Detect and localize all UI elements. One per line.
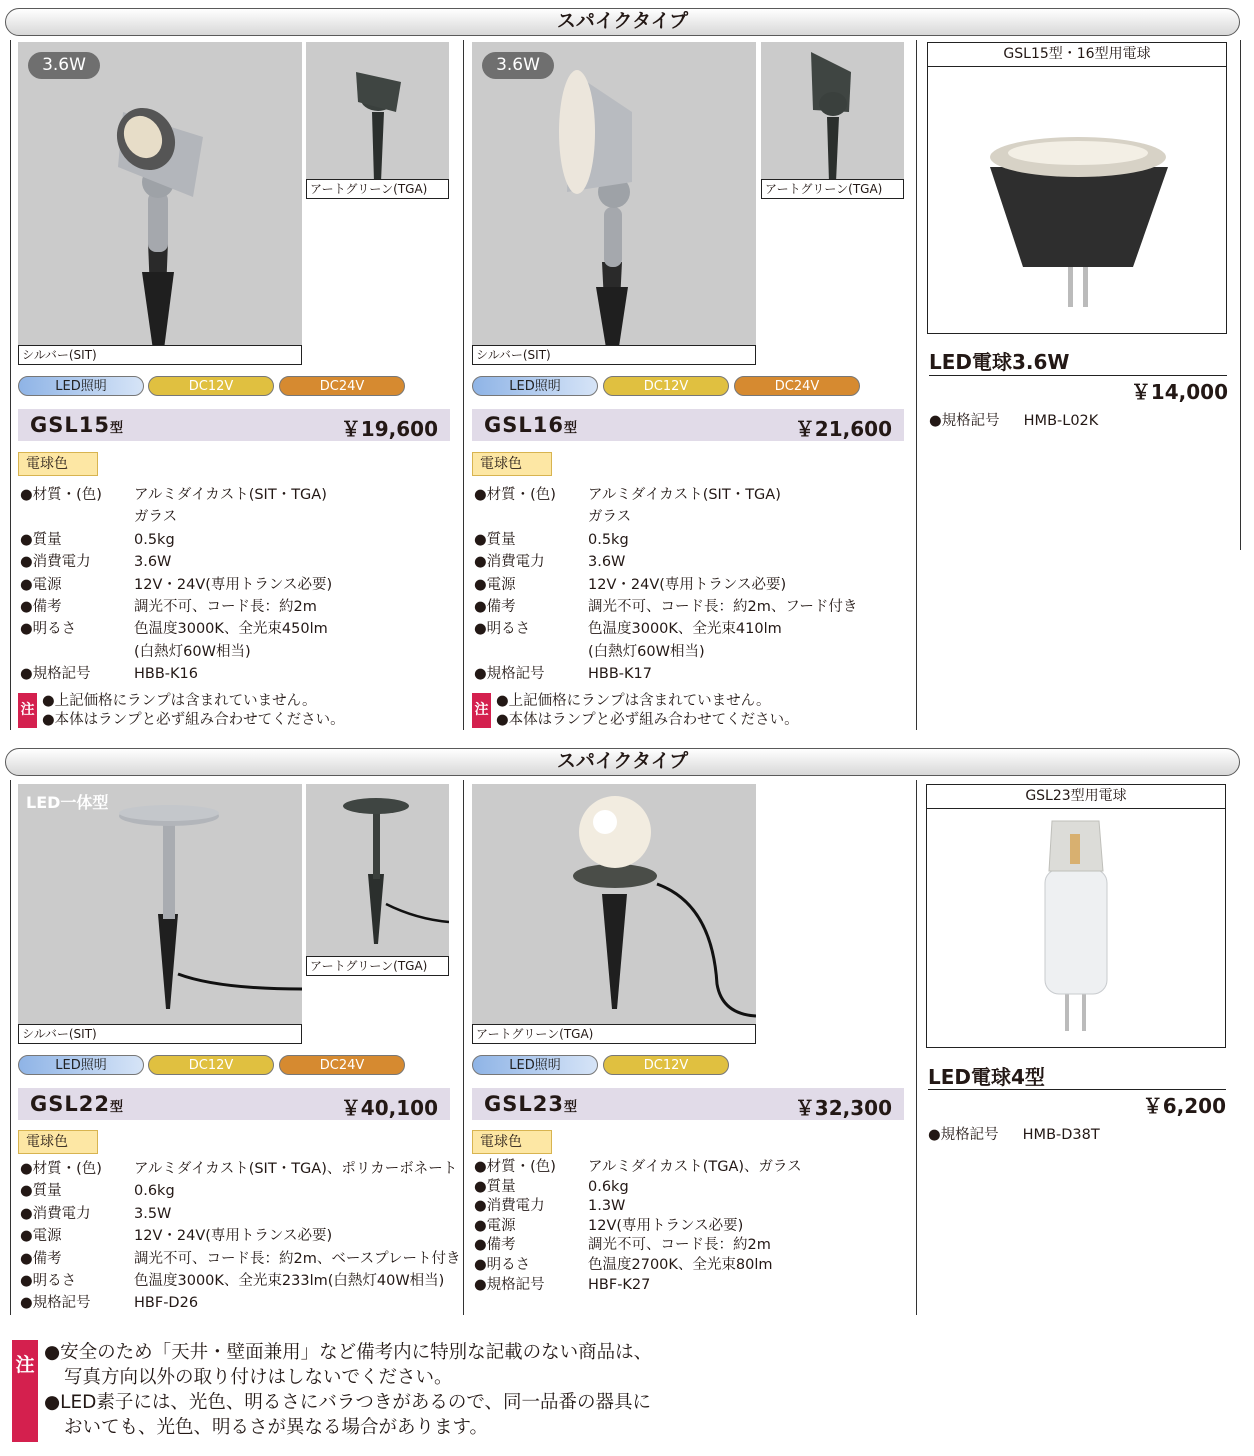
- product-photo: [472, 42, 756, 365]
- bulb-name: LED電球3.6W: [929, 350, 1070, 374]
- lamp-note: 注 ●上記価格にランプは含まれていません。 ●本体はランプと必ず組み合わせてください。: [472, 692, 912, 729]
- spec-list: ●材質・(色) アルミダイカスト(TGA)、ガラス ●質量 0.6kg ●消費電力 1.3W ●電源 12V(専用トランス必要) ●備考 調光不可、コード長：約2m ●明るさ 色温度2700K、全光束80lm ●規格記号 HBF-K27: [474, 1159, 802, 1293]
- led-badge: LED照明: [472, 1055, 598, 1075]
- lamp-note: 注 ●上記価格にランプは含まれていません。 ●本体はランプと必ず組み合わせてください。: [18, 692, 458, 729]
- model-name: GSL23型: [484, 1092, 578, 1116]
- color-caption-tga: アートグリーン(TGA): [306, 179, 449, 199]
- bulb-name: LED電球4型: [928, 1065, 1045, 1089]
- spike-light-tga-illustration: [761, 42, 904, 182]
- spec-list: ●材質・(色) アルミダイカスト(SIT・TGA) ガラス ●質量 0.5kg ●消費電力 3.6W ●電源 12V・24V(専用トランス必要) ●備考 調光不可、コード長：約2m、フード付き ●明るさ 色温度3000K、全光束410lm (白熱灯60W相当) ●規格記号 HBB-K17: [474, 487, 858, 683]
- bulb-code: ●規格記号 HMB-L02K: [929, 413, 1099, 429]
- led-badge: LED照明: [472, 376, 598, 396]
- spike-light-illustration: [472, 42, 756, 365]
- product-photo-tga: [306, 42, 449, 199]
- product-photo-tga: [306, 784, 449, 976]
- dc12v-badge: DC12V: [603, 1055, 729, 1075]
- model-name: GSL16型: [484, 413, 578, 437]
- color-temp-tag: 電球色: [18, 452, 98, 476]
- product-photo: [18, 784, 302, 1044]
- section-header: スパイクタイプ: [5, 8, 1240, 36]
- dc24v-badge: DC24V: [734, 376, 860, 396]
- dc12v-badge: DC12V: [603, 376, 729, 396]
- model-bar: [472, 1088, 904, 1120]
- model-price: ￥21,600: [794, 417, 892, 441]
- color-caption-tga: アートグリーン(TGA): [761, 179, 904, 199]
- model-price: ￥40,100: [340, 1096, 438, 1120]
- color-caption: シルバー(SIT): [18, 345, 302, 365]
- led-integrated-badge: LED一体型: [26, 793, 109, 812]
- bulb-photo-box: [926, 784, 1226, 1048]
- dc24v-badge: DC24V: [279, 376, 405, 396]
- disc-light-tga-illustration: [306, 784, 449, 956]
- safety-note-text: ●安全のため「天井・壁面兼用」など備考内に特別な記載のない商品は、 写真方向以外の取り付けはしないでください。 ●LED素子には、光色、明るさにバラつきがあるので、同一品番の器具に おいても、光色、明るさが異なる場合があります。: [44, 1342, 653, 1438]
- color-caption: シルバー(SIT): [18, 1024, 302, 1044]
- color-caption: アートグリーン(TGA): [472, 1024, 756, 1044]
- disc-light-illustration: [18, 784, 302, 1024]
- product-photo: [18, 42, 302, 365]
- model-name: GSL15型: [30, 413, 124, 437]
- note-badge: 注: [472, 693, 491, 728]
- color-caption: シルバー(SIT): [472, 345, 756, 365]
- color-caption-tga: アートグリーン(TGA): [306, 956, 449, 976]
- product-photo-tga: [761, 42, 904, 199]
- spike-light-tga-illustration: [306, 42, 449, 182]
- spec-list: ●材質・(色) アルミダイカスト(SIT・TGA) ガラス ●質量 0.5kg ●消費電力 3.6W ●電源 12V・24V(専用トランス必要) ●備考 調光不可、コード長：約2m ●明るさ 色温度3000K、全光束450lm (白熱灯60W相当) ●規格記号 HBB-K16: [20, 487, 333, 683]
- model-price: ￥32,300: [794, 1096, 892, 1120]
- model-bar: [18, 1088, 450, 1120]
- g4-bulb-illustration: [927, 809, 1225, 1047]
- spike-light-illustration: [18, 42, 302, 365]
- note-badge: 注: [18, 693, 37, 728]
- bulb-box-title: GSL23型用電球: [927, 785, 1225, 809]
- color-temp-tag: 電球色: [472, 1130, 552, 1154]
- section-header: スパイクタイプ: [5, 748, 1240, 776]
- dc12v-badge: DC12V: [148, 1055, 274, 1075]
- bulb-price: ￥14,000: [1130, 380, 1228, 404]
- model-name: GSL22型: [30, 1092, 124, 1116]
- bulb-box-title: GSL15型・16型用電球: [928, 43, 1226, 67]
- spec-list: ●材質・(色) アルミダイカスト(SIT・TGA)、ポリカーボネート ●質量 0.6kg ●消費電力 3.5W ●電源 12V・24V(専用トランス必要) ●備考 調光不可、コード長：約2m、ベースプレート付き ●明るさ 色温度3000K、全光束233lm(白熱灯40W相当) ●規格記号 HBF-D26: [20, 1161, 461, 1312]
- model-bar: [18, 409, 450, 441]
- wattage-badge: 3.6W: [28, 52, 100, 79]
- note-badge: 注: [12, 1340, 38, 1442]
- led-badge: LED照明: [18, 1055, 144, 1075]
- mr16-bulb-illustration: [928, 67, 1226, 333]
- dc12v-badge: DC12V: [148, 376, 274, 396]
- bulb-photo-box: [927, 42, 1227, 334]
- wattage-badge: 3.6W: [482, 52, 554, 79]
- bulb-price: ￥6,200: [1142, 1094, 1226, 1118]
- color-temp-tag: 電球色: [18, 1130, 98, 1154]
- led-badge: LED照明: [18, 376, 144, 396]
- product-photo: [472, 784, 756, 1044]
- color-temp-tag: 電球色: [472, 452, 552, 476]
- model-price: ￥19,600: [340, 417, 438, 441]
- bulb-code: ●規格記号 HMB-D38T: [928, 1127, 1100, 1143]
- globe-light-illustration: [472, 784, 756, 1024]
- dc24v-badge: DC24V: [279, 1055, 405, 1075]
- model-bar: [472, 409, 904, 441]
